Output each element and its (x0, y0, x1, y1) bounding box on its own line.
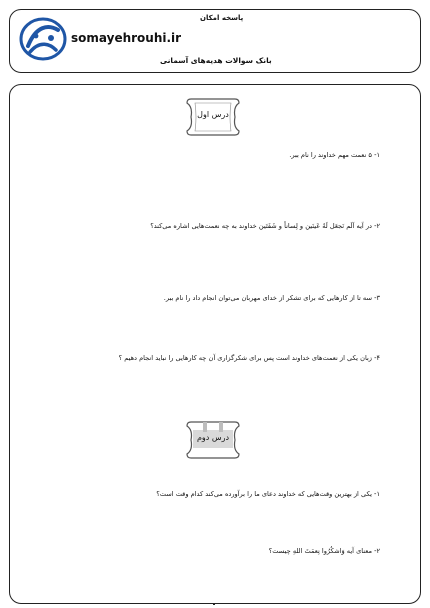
lesson-2-frame (183, 418, 243, 462)
lesson-1-question-3: ۳- سه تا از کارهایی که برای تشکر از خدای مهربان می‌توان انجام داد را نام ببر. (163, 294, 380, 302)
content-box (9, 84, 421, 604)
lesson-1-question-4: ۴- زبان یکی از نعمت‌های خداوند است پس برای شکرگزاری آن چه کارهایی را نباید انجام دهیم ؟ (118, 354, 380, 362)
lesson-2-title: درس دوم (196, 433, 230, 442)
lesson-1-frame (183, 95, 243, 139)
lesson-1-question-1: ۱- ۵ نعمت مهم خداوند را نام ببر. (289, 151, 380, 159)
footer-dot (213, 603, 215, 605)
lesson-2-question-1: ۱- یکی از بهترین وقت‌هایی که خداوند دعای ما را برآورده می‌کند کدام وقت است؟ (156, 490, 380, 498)
site-logo (18, 16, 68, 62)
lesson-1-question-2: ۲- در آیه اَلَم نَجعَل لَهُ عَینَین و لِساناً و شَفَتَین خداوند به چه نعمت‌هایی اشاره می‌کند؟ (150, 222, 380, 230)
site-name[interactable]: somayehrouhi.ir (71, 31, 182, 45)
answer-title: پاسخه امکان (200, 14, 244, 22)
lesson-1-title: درس اول (197, 110, 229, 119)
lesson-2-question-2: ۲- معنای آیه وَاشکُرُوا نِعمَتَ اللهِ چیست؟ (268, 547, 380, 555)
bank-title: بانک سوالات هدیه‌های آسمانی (160, 56, 272, 65)
